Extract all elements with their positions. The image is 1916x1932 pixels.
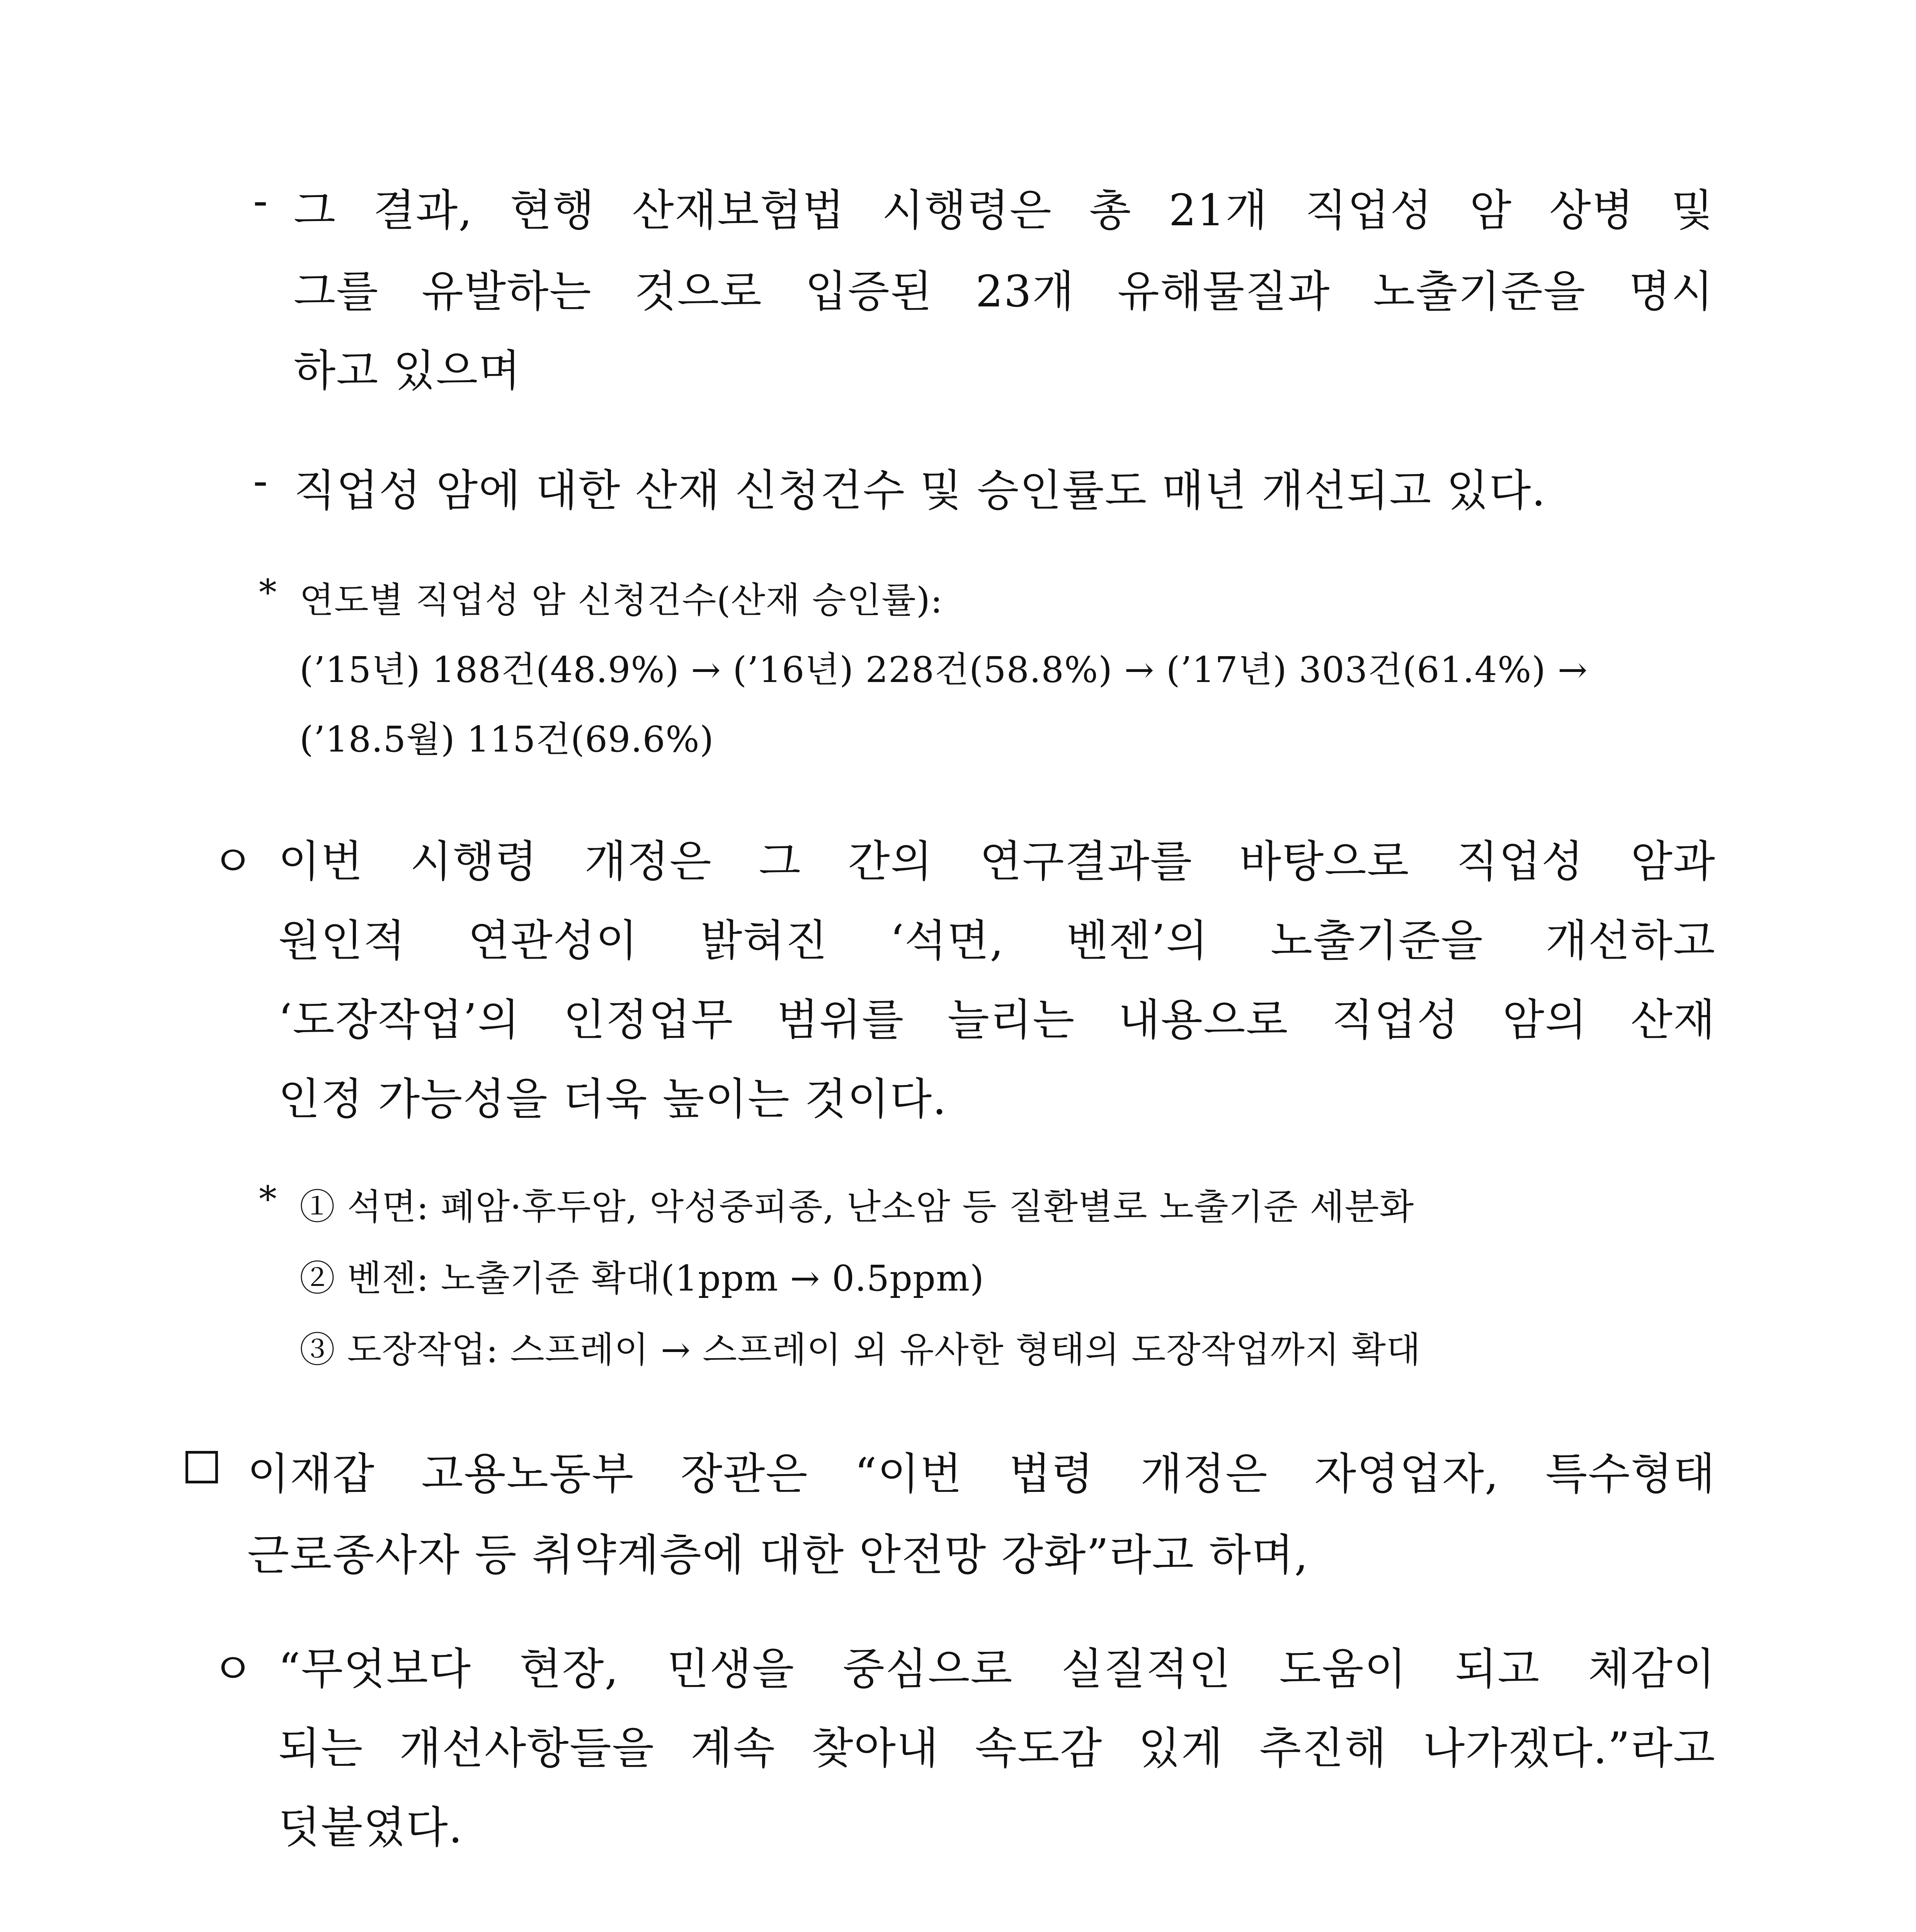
note-star: * [259, 572, 277, 613]
section2-line-2: 근로종사자 등 취약계층에 대한 안전망 강화”라고 하며, [247, 1530, 1309, 1580]
note2-line-3: ③ 도장작업: 스프레이 → 스프레이 외 유사한 형태의 도장작업까지 확대 [299, 1329, 1421, 1371]
circle-bullet: ㅇ [212, 837, 254, 887]
note2-line-2: ② 벤젠: 노출기준 확대(1ppm → 0.5ppm) [299, 1258, 984, 1299]
para2-text: 직업성 암에 대한 산재 신청건수 및 승인률도 매년 개선되고 있다. [294, 466, 1547, 516]
para3-line-2: 원인적 연관성이 밝혀진 ‘석면, 벤젠’의 노출기준을 개선하고 [278, 916, 1716, 966]
para3-line-1: 이번 시행령 개정은 그 간의 연구결과를 바탕으로 직업성 암과 [278, 837, 1716, 887]
para3-line-4: 인정 가능성을 더욱 높이는 것이다. [278, 1074, 947, 1124]
dash-bullet: - [253, 176, 268, 226]
para4-line-3: 덧붙였다. [278, 1803, 463, 1853]
para1-line-2: 그를 유발하는 것으로 입증된 23개 유해물질과 노출기준을 명시 [294, 267, 1714, 317]
para4-line-1: “무엇보다 현장, 민생을 중심으로 실질적인 도움이 되고 체감이 [278, 1644, 1716, 1694]
note1-line-1: 연도별 직업성 암 신청건수(산재 승인률): [299, 580, 943, 621]
para4-line-2: 되는 개선사항들을 계속 찾아내 속도감 있게 추진해 나가겠다.”라고 [278, 1723, 1716, 1774]
para1-line-3: 하고 있으며 [294, 346, 521, 396]
para1-line-1: 그 결과, 현행 산재보험법 시행령은 총 21개 직업성 암 상병 및 [294, 185, 1714, 236]
note-star: * [259, 1179, 277, 1220]
note1-line-2: (’15년) 188건(48.9%) → (’16년) 228건(58.8%) → (’17년) 303건(61.4%) → [299, 649, 1588, 690]
note1-line-3: (’18.5월) 115건(69.6%) [299, 719, 714, 760]
dash-bullet: - [253, 456, 268, 506]
circle-bullet: ㅇ [212, 1644, 254, 1694]
para3-line-3: ‘도장작업’의 인정업무 범위를 늘리는 내용으로 직업성 암의 산재 [278, 995, 1716, 1045]
checkbox-square-icon [185, 1451, 218, 1483]
note2-line-1: ① 석면: 폐암·후두암, 악성중피종, 난소암 등 질환별로 노출기준 세분화 [299, 1186, 1414, 1228]
section2-line-1: 이재갑 고용노동부 장관은 “이번 법령 개정은 자영업자, 특수형태 [247, 1449, 1716, 1499]
